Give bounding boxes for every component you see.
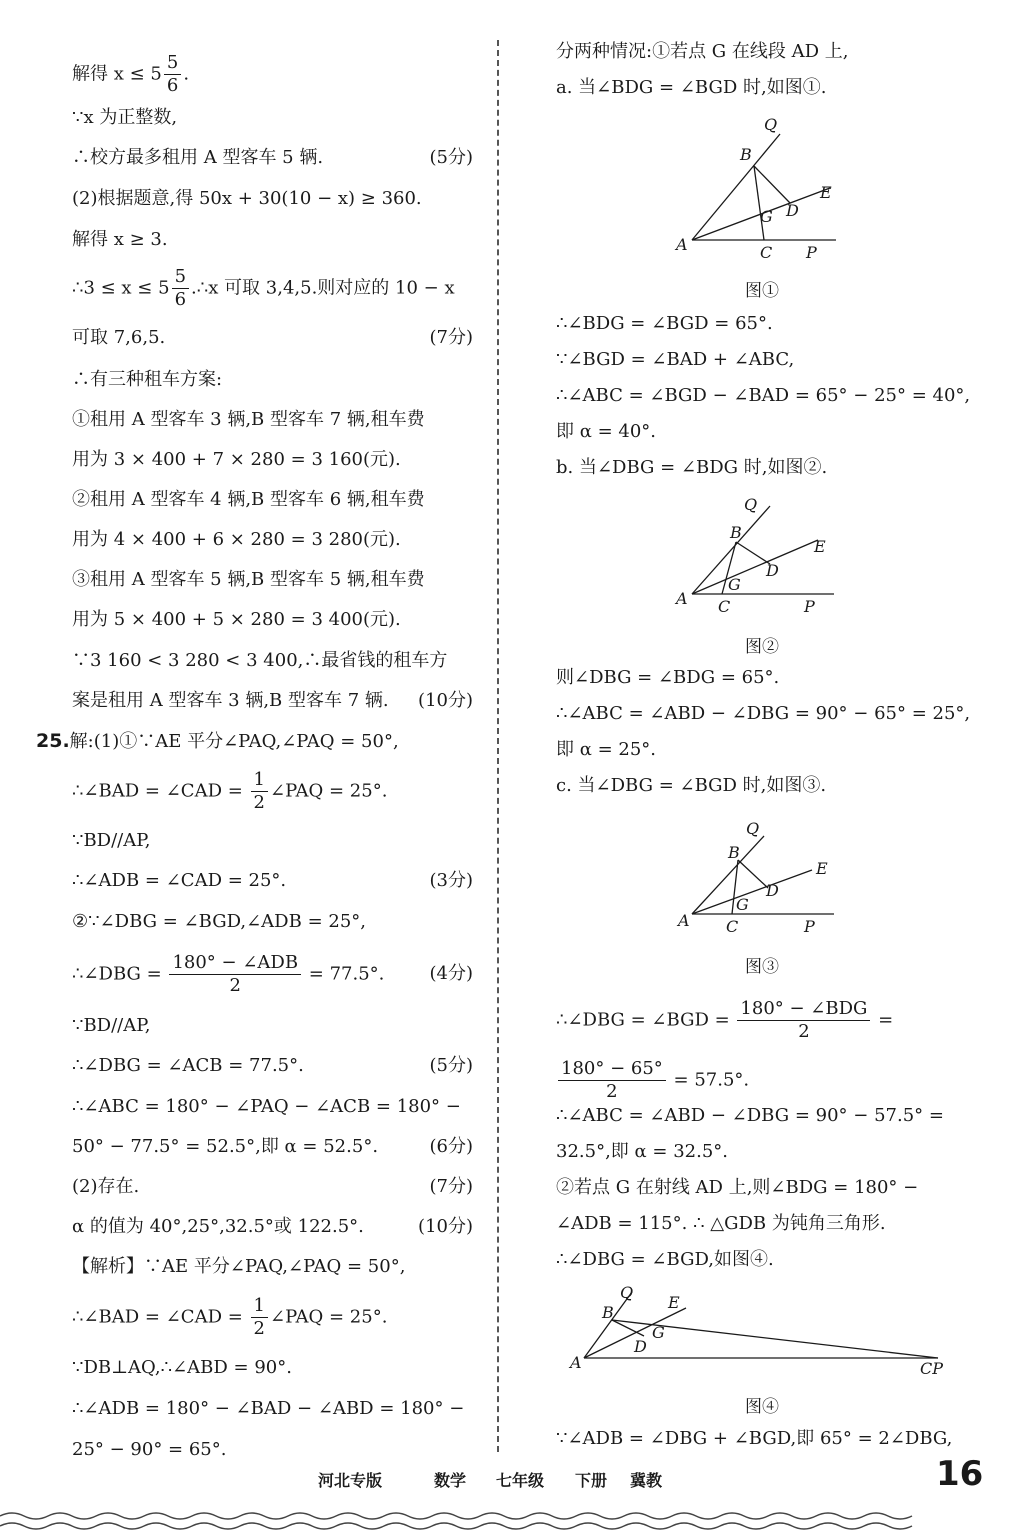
line-text: 即 α = 40°. — [556, 421, 657, 442]
line-text: 用为 5 × 400 + 5 × 280 = 3 400(元). — [72, 609, 401, 630]
text-line — [72, 187, 422, 211]
fig1-label-a: A — [676, 235, 688, 254]
text-line — [72, 266, 455, 311]
line-text: ∴3 ≤ x ≤ 5 — [72, 277, 170, 299]
text-line — [556, 998, 893, 1043]
footer-subject: 数学 — [434, 1471, 467, 1490]
text-line — [72, 1014, 150, 1038]
text-line — [556, 456, 827, 480]
line-text: (2)存在. — [72, 1176, 140, 1197]
text-line — [556, 312, 773, 336]
fraction-denominator: 6 — [166, 75, 179, 96]
fig2-label-g: G — [728, 575, 741, 594]
line-text: ∠PAQ = 25°. — [269, 1306, 388, 1328]
text-line — [556, 738, 656, 762]
fraction — [164, 52, 181, 97]
column-divider — [497, 40, 499, 1452]
text-line — [72, 326, 165, 350]
fraction-numerator: 180° − 65° — [558, 1058, 666, 1081]
text-line — [72, 568, 425, 592]
text-line — [556, 1176, 918, 1200]
text-line — [72, 228, 168, 252]
line-text: ②若点 G 在射线 AD 上,则∠BDG = 180° − — [556, 1177, 919, 1198]
line-text: ②∵∠DBG = ∠BGD,∠ADB = 25°, — [72, 911, 366, 932]
text-line — [556, 1248, 774, 1272]
line-text: a. 当∠BDG = ∠BGD 时,如图①. — [556, 77, 827, 98]
line-text: ③租用 A 型客车 5 辆,B 型客车 5 辆,租车费 — [72, 569, 425, 590]
text-line — [72, 1175, 139, 1199]
text-line — [556, 1212, 886, 1236]
fraction-denominator: 2 — [606, 1081, 618, 1102]
fig2-caption: 图② — [745, 637, 779, 657]
fig1-label-e: E — [820, 183, 832, 202]
line-text: ∵∠BGD = ∠BAD + ∠ABC, — [556, 349, 795, 370]
line-text: = 77.5°. — [303, 963, 385, 985]
line-text: c. 当∠DBG = ∠BGD 时,如图③. — [556, 775, 827, 796]
fraction-denominator: 2 — [229, 975, 241, 996]
text-line — [72, 1095, 461, 1119]
text-line — [72, 448, 401, 472]
line-text: α 的值为 40°,25°,32.5°或 122.5°. — [72, 1216, 364, 1237]
fraction — [737, 998, 870, 1043]
line-text: ∴∠ABC = ∠ABD − ∠DBG = 90° − 57.5° = — [556, 1105, 944, 1126]
line-text: ∴∠DBG = ∠BGD,如图④. — [556, 1249, 774, 1270]
fraction-numerator: 5 — [164, 52, 181, 75]
line-text: ∴∠BDG = ∠BGD = 65°. — [556, 313, 773, 334]
fig3-label-e: E — [816, 859, 828, 878]
fraction-numerator: 1 — [251, 769, 268, 792]
text-line — [556, 348, 794, 372]
text-line — [72, 1397, 464, 1421]
text-line — [72, 146, 323, 170]
score-points: (10分) — [418, 1216, 473, 1237]
text-line — [556, 420, 656, 444]
fraction — [169, 952, 301, 997]
line-text: ∴∠ABC = ∠ABD − ∠DBG = 90° − 65° = 25°, — [556, 703, 971, 724]
line-text: 【解析】∵AE 平分∠PAQ,∠PAQ = 50°, — [72, 1256, 406, 1277]
footer-edition: 河北专版 — [318, 1471, 383, 1490]
line-text: ∵DB⊥AQ,∴∠ABD = 90°. — [72, 1357, 292, 1378]
line-text: ∴∠ABC = 180° − ∠PAQ − ∠ACB = 180° − — [72, 1096, 461, 1117]
line-text: b. 当∠DBG = ∠BDG 时,如图②. — [556, 457, 828, 478]
line-text: ∵BD//AP, — [72, 830, 151, 851]
text-line — [72, 1135, 378, 1159]
text-line — [72, 528, 401, 552]
fig4-label-q: Q — [620, 1283, 634, 1302]
score-points: (3分) — [429, 870, 473, 891]
score-points: (7分) — [429, 1176, 473, 1197]
text-line — [556, 666, 779, 690]
fraction-numerator: 180° − ∠BDG — [737, 998, 870, 1021]
line-text: 分两种情况:①若点 G 在线段 AD 上, — [556, 41, 849, 62]
text-line — [72, 649, 447, 673]
fig3-label-c: C — [726, 917, 739, 936]
question-number: 25. — [36, 730, 70, 752]
line-text: 即 α = 25°. — [556, 739, 657, 760]
fig3-label-p: P — [804, 917, 815, 936]
line-text: ∴∠DBG = ∠ACB = 77.5°. — [72, 1055, 304, 1076]
text-line — [556, 1058, 749, 1103]
text-line — [72, 1295, 387, 1340]
fig4-caption: 图④ — [745, 1397, 779, 1417]
text-line — [72, 952, 384, 997]
fig3-caption: 图③ — [745, 957, 779, 977]
line-text: ∴∠DBG = ∠BGD = — [556, 1009, 736, 1031]
text-line — [72, 408, 425, 432]
fig4-label-d: D — [634, 1337, 647, 1356]
fig2-label-q: Q — [744, 495, 758, 514]
fig2-label-e: E — [814, 537, 826, 556]
score-points: (4分) — [429, 963, 473, 984]
text-line — [556, 1427, 952, 1451]
fig1-label-q: Q — [764, 115, 778, 134]
line-text: 50° − 77.5° = 52.5°,即 α = 52.5°. — [72, 1136, 379, 1157]
line-text: ∴∠ADB = ∠CAD = 25°. — [72, 870, 287, 891]
fig1-label-b: B — [740, 145, 752, 164]
fig3-label-a: A — [678, 911, 690, 930]
line-text: 解得 x ≥ 3. — [72, 229, 168, 250]
fig3-label-g: G — [736, 895, 749, 914]
text-line — [72, 1054, 304, 1078]
text-line — [72, 829, 150, 853]
line-text: .∴x 可取 3,4,5.则对应的 10 − x — [191, 277, 455, 299]
fig2-label-b: B — [730, 523, 742, 542]
line-text: ∠ADB = 115°. ∴ △GDB 为钝角三角形. — [556, 1213, 886, 1234]
fig2-label-p: P — [804, 597, 815, 616]
line-text: 可取 7,6,5. — [72, 327, 166, 348]
line-text: = 57.5°. — [667, 1069, 750, 1091]
fraction-denominator: 6 — [174, 289, 187, 310]
wave-decoration — [0, 1510, 1011, 1536]
fraction — [172, 266, 189, 311]
text-line — [72, 869, 286, 893]
line-text: . — [183, 63, 190, 85]
text-line — [72, 689, 389, 713]
fig4-label-a: A — [570, 1353, 582, 1372]
line-text: ①租用 A 型客车 3 辆,B 型客车 7 辆,租车费 — [72, 409, 425, 430]
text-line — [556, 76, 826, 100]
fig1-label-d: D — [786, 201, 799, 220]
line-text: ∵3 160 < 3 280 < 3 400,∴最省钱的租车方 — [72, 650, 448, 671]
fraction-denominator: 2 — [253, 792, 265, 813]
line-text: 25° − 90° = 65°. — [72, 1439, 227, 1460]
fraction-denominator: 2 — [253, 1318, 265, 1339]
line-text: ∴校方最多租用 A 型客车 5 辆. — [72, 147, 324, 168]
score-points: (10分) — [418, 690, 473, 711]
line-text: ∵∠ADB = ∠DBG + ∠BGD,即 65° = 2∠DBG, — [556, 1428, 953, 1449]
text-line — [556, 1140, 728, 1164]
line-text: ∴∠BAD = ∠CAD = — [72, 780, 249, 802]
line-text: 解:(1)①∵AE 平分∠PAQ,∠PAQ = 50°, — [69, 731, 399, 752]
fig1-label-g: G — [760, 207, 773, 226]
text-line — [72, 52, 189, 97]
line-text: 用为 3 × 400 + 7 × 280 = 3 160(元). — [72, 449, 401, 470]
line-text: (2)根据题意,得 50x + 30(10 − x) ≥ 360. — [72, 188, 422, 209]
fig1-label-c: C — [760, 243, 773, 262]
line-text: ②租用 A 型客车 4 辆,B 型客车 6 辆,租车费 — [72, 489, 425, 510]
fig2-label-a: A — [676, 589, 688, 608]
line-text: 则∠DBG = ∠BDG = 65°. — [556, 667, 780, 688]
text-line — [72, 106, 177, 130]
line-text: 32.5°,即 α = 32.5°. — [556, 1141, 729, 1162]
text-line — [556, 40, 848, 64]
text-line — [36, 729, 399, 754]
line-text: = — [872, 1009, 894, 1031]
fig1-label-p: P — [806, 243, 817, 262]
fraction-denominator: 2 — [798, 1021, 810, 1042]
line-text: ∴∠ABC = ∠BGD − ∠BAD = 65° − 25° = 40°, — [556, 385, 971, 406]
fig3-label-d: D — [766, 881, 779, 900]
score-points: (7分) — [429, 327, 473, 348]
text-line — [72, 910, 366, 934]
page-footer — [0, 1454, 1011, 1536]
fig1-caption: 图① — [745, 281, 779, 301]
fig4-label-cp: CP — [920, 1359, 944, 1378]
line-text: ∠PAQ = 25°. — [269, 780, 388, 802]
line-text: 解得 x ≤ 5 — [72, 63, 162, 85]
line-text: ∴∠DBG = — [72, 963, 168, 985]
footer-publisher: 冀教 — [630, 1471, 663, 1490]
fraction-numerator: 1 — [251, 1295, 268, 1318]
fraction-numerator: 180° − ∠ADB — [169, 952, 301, 975]
line-text: ∵BD//AP, — [72, 1015, 151, 1036]
text-line — [72, 368, 222, 392]
line-text: ∵x 为正整数, — [72, 107, 178, 128]
fig2-label-d: D — [766, 561, 779, 580]
text-line — [72, 488, 425, 512]
line-text: ∴有三种租车方案: — [72, 369, 223, 390]
line-text: 案是租用 A 型客车 3 辆,B 型客车 7 辆. — [72, 690, 389, 711]
score-points: (6分) — [429, 1136, 473, 1157]
fig2-label-c: C — [718, 597, 731, 616]
figure-1 — [670, 112, 850, 270]
figure-2 — [672, 494, 842, 620]
score-points: (5分) — [429, 147, 473, 168]
fraction — [251, 769, 268, 814]
line-text: ∴∠BAD = ∠CAD = — [72, 1306, 249, 1328]
footer-grade: 七年级 — [496, 1471, 545, 1490]
text-line — [72, 1356, 292, 1380]
fig3-label-b: B — [728, 843, 740, 862]
fraction-numerator: 5 — [172, 266, 189, 289]
fig4-label-e: E — [668, 1293, 680, 1312]
figure-4 — [566, 1282, 956, 1378]
text-line — [72, 769, 387, 814]
fig3-label-q: Q — [746, 819, 760, 838]
text-line — [556, 774, 826, 798]
figure-3 — [672, 816, 842, 938]
text-line — [556, 384, 970, 408]
line-text: 用为 4 × 400 + 6 × 280 = 3 280(元). — [72, 529, 401, 550]
text-line — [72, 1255, 405, 1279]
text-line — [72, 1215, 364, 1239]
fraction — [251, 1295, 268, 1340]
line-text: ∴∠ADB = 180° − ∠BAD − ∠ABD = 180° − — [72, 1398, 465, 1419]
score-points: (5分) — [429, 1055, 473, 1076]
text-line — [556, 702, 970, 726]
fig4-label-b: B — [602, 1303, 614, 1322]
text-line — [556, 1104, 944, 1128]
fraction — [558, 1058, 666, 1103]
fig4-label-g: G — [652, 1323, 665, 1342]
text-line — [72, 608, 401, 632]
page-number: 16 — [936, 1454, 984, 1494]
footer-volume: 下册 — [575, 1471, 608, 1490]
